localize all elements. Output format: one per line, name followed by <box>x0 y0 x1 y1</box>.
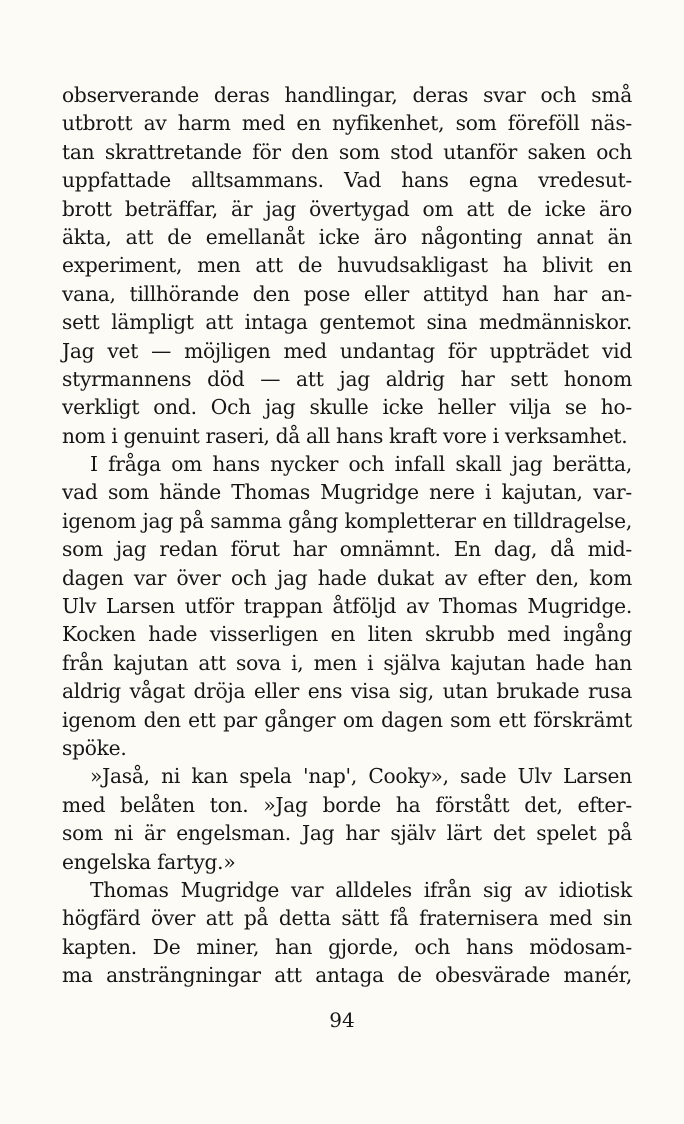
text-line-12: verkligt ond. Och jag skulle icke heller vilja se ho- <box>62 395 632 420</box>
text-line-25: »Jaså, ni kan spela 'nap', Cooky», sade Ulv Larsen <box>90 764 632 789</box>
text-line-16: igenom jag på samma gång kompletterar en tilldragelse, <box>62 508 632 533</box>
text-line-4: uppfattade alltsammans. Vad hans egna vredesut- <box>62 168 632 193</box>
text-line-31: kapten. De miner, han gjorde, och hans mödosam- <box>62 934 632 959</box>
text-line-21: från kajutan att sova i, men i själva kajutan hade han <box>62 650 632 675</box>
text-line-28: engelska fartyg.» <box>62 849 236 874</box>
text-line-10: Jag vet — möjligen med undantag för uppträdet vid <box>62 338 632 363</box>
text-line-30: högfärd över att på detta sätt få fraternisera med sin <box>62 906 632 931</box>
text-line-2: utbrott av harm med en nyfikenhet, som föreföll näs- <box>62 111 632 136</box>
page-number: 94 <box>329 1008 355 1032</box>
text-line-32: ma ansträngningar att antaga de obesvärade manér, <box>62 963 632 988</box>
text-line-20: Kocken hade visserligen en liten skrubb med ingång <box>62 622 632 647</box>
text-line-3: tan skrattretande för den som stod utanför saken och <box>62 139 632 164</box>
text-line-27: som ni är engelsman. Jag har själv lärt det spelet på <box>62 821 632 846</box>
text-line-18: dagen var över och jag hade dukat av efter den, kom <box>62 565 632 590</box>
book-page-text <box>62 81 632 990</box>
text-line-1: observerande deras handlingar, deras svar och små <box>62 83 632 107</box>
text-line-29: Thomas Mugridge var alldeles ifrån sig av idiotisk <box>90 877 632 902</box>
text-line-9: sett lämpligt att intaga gentemot sina medmänniskor. <box>62 310 632 335</box>
text-line-6: äkta, att de emellanåt icke äro någonting annat än <box>62 224 632 249</box>
text-line-7: experiment, men att de huvudsakligast ha blivit en <box>62 253 632 278</box>
text-line-15: vad som hände Thomas Mugridge nere i kajutan, var- <box>62 480 632 505</box>
text-line-19: Ulv Larsen utför trappan åtföljd av Thomas Mugridge. <box>62 594 632 619</box>
text-line-14: I fråga om hans nycker och infall skall jag berätta, <box>90 452 632 477</box>
text-line-22: aldrig vågat dröja eller ens visa sig, utan brukade rusa <box>62 679 632 704</box>
text-line-8: vana, tillhörande den pose eller attityd han har an- <box>62 281 632 306</box>
text-line-23: igenom den ett par gånger om dagen som ett förskrämt <box>62 707 632 732</box>
text-line-17: som jag redan förut har omnämnt. En dag, då mid- <box>62 537 632 562</box>
text-line-24: spöke. <box>62 735 127 760</box>
text-line-26: med belåten ton. »Jag borde ha förstått det, efter- <box>62 792 632 817</box>
text-line-5: brott beträffar, är jag övertygad om att de icke äro <box>62 196 632 221</box>
text-line-11: styrmannens död — att jag aldrig har sett honom <box>62 366 632 391</box>
text-line-13: nom i genuint raseri, då all hans kraft vore i verksamhet. <box>62 423 628 448</box>
